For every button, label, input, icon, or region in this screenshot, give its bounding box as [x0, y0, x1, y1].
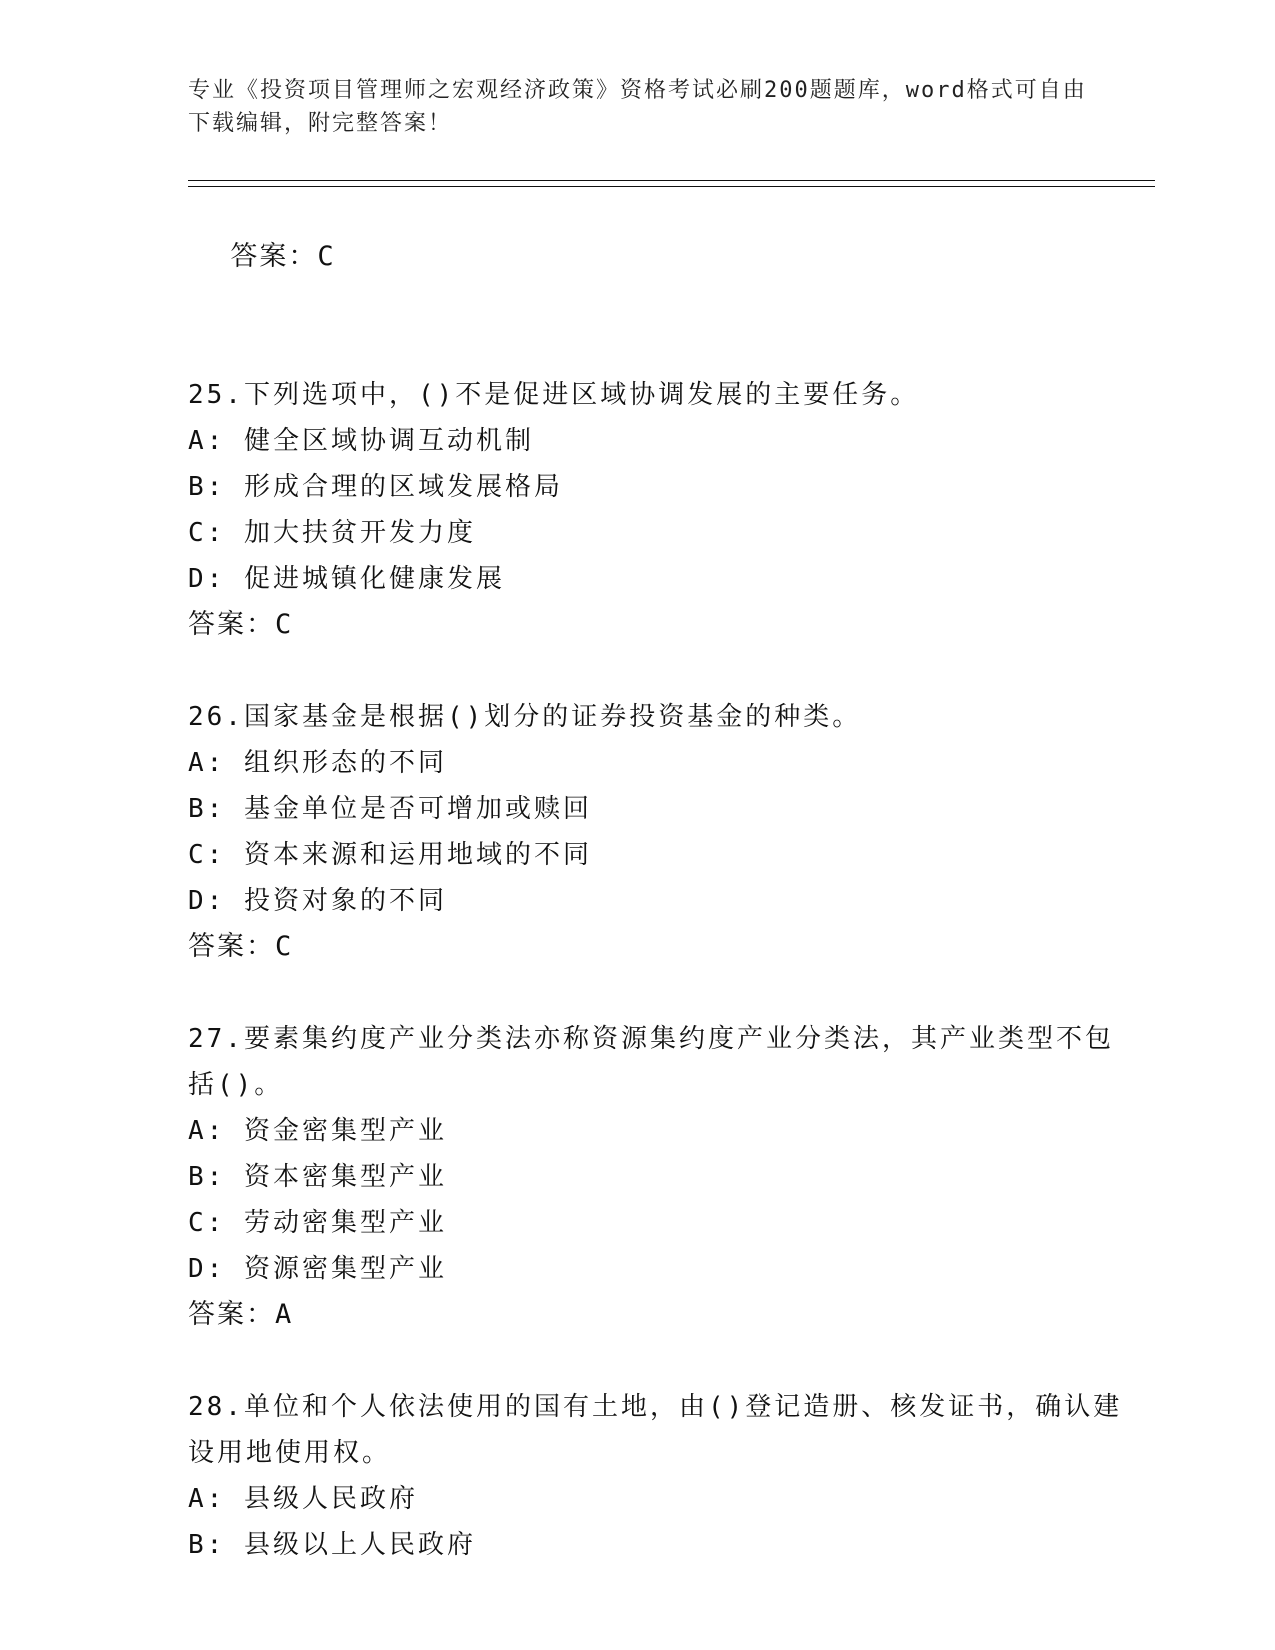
option-text: 县级以上人民政府: [243, 1530, 476, 1560]
question-27: [188, 1016, 1128, 1338]
question-text: [188, 372, 1128, 418]
option-b: [188, 1522, 1128, 1568]
option-text: 资本来源和运用地域的不同: [243, 840, 592, 870]
question-26: [188, 694, 1128, 970]
option-key: B:: [188, 1530, 226, 1560]
option-text: 组织形态的不同: [243, 748, 447, 778]
option-key: A:: [188, 426, 226, 456]
answer: [188, 602, 1128, 648]
option-b: [188, 1154, 1128, 1200]
option-text: 基金单位是否可增加或赎回: [243, 794, 592, 824]
option-key: D:: [188, 564, 226, 594]
question-25: [188, 372, 1128, 648]
question-text: [188, 1016, 1128, 1108]
question-number: 27.: [188, 1024, 244, 1054]
spacer: [188, 648, 1128, 694]
answer: [188, 1292, 1128, 1338]
answer-value: C: [275, 609, 294, 640]
question-stem: 要素集约度产业分类法亦称资源集约度产业分类法，其产业类型不包括()。: [188, 1024, 1114, 1100]
option-text: 投资对象的不同: [243, 886, 447, 916]
option-b: [188, 464, 1128, 510]
header-rule: [188, 180, 1155, 187]
option-key: B:: [188, 472, 226, 502]
option-key: C:: [188, 1208, 226, 1238]
answer-label: 答案：: [188, 931, 275, 962]
option-a: [188, 418, 1128, 464]
option-a: [188, 740, 1128, 786]
option-b: [188, 786, 1128, 832]
answer-value: A: [275, 1299, 294, 1330]
option-text: 劳动密集型产业: [243, 1208, 447, 1238]
question-stem: 国家基金是根据()划分的证券投资基金的种类。: [243, 702, 862, 732]
option-text: 加大扶贫开发力度: [243, 518, 476, 548]
page-header: [188, 74, 1088, 140]
answer-value: C: [275, 931, 294, 962]
header-text: 专业《投资项目管理师之宏观经济政策》资格考试必刷200题题库，word格式可自由下载编辑，附完整答案！: [188, 78, 1087, 136]
question-number: 26.: [188, 702, 244, 732]
option-c: [188, 832, 1128, 878]
option-a: [188, 1108, 1128, 1154]
question-number: 25.: [188, 380, 244, 410]
option-a: [188, 1476, 1128, 1522]
option-key: C:: [188, 518, 226, 548]
option-key: A:: [188, 748, 226, 778]
option-key: C:: [188, 840, 226, 870]
option-key: D:: [188, 886, 226, 916]
option-text: 资金密集型产业: [243, 1116, 447, 1146]
question-text: [188, 1384, 1128, 1476]
question-28: [188, 1384, 1128, 1568]
option-text: 资本密集型产业: [243, 1162, 447, 1192]
spacer: [188, 326, 1128, 372]
question-number: 28.: [188, 1392, 244, 1422]
answer-label: 答案：: [230, 241, 318, 272]
option-text: 县级人民政府: [243, 1484, 418, 1514]
question-stem: 下列选项中，()不是促进区域协调发展的主要任务。: [243, 380, 920, 410]
option-d: [188, 1246, 1128, 1292]
answer-label: 答案：: [188, 1299, 275, 1330]
answer: [188, 924, 1128, 970]
option-text: 健全区域协调互动机制: [243, 426, 534, 456]
option-key: A:: [188, 1484, 226, 1514]
option-text: 形成合理的区域发展格局: [243, 472, 563, 502]
option-text: 促进城镇化健康发展: [243, 564, 505, 594]
leading-answer: [188, 188, 1128, 326]
document-body: [188, 188, 1128, 1568]
option-c: [188, 1200, 1128, 1246]
answer-value: C: [317, 241, 336, 272]
question-stem: 单位和个人依法使用的国有土地，由()登记造册、核发证书，确认建设用地使用权。: [188, 1392, 1123, 1468]
option-d: [188, 878, 1128, 924]
question-text: [188, 694, 1128, 740]
answer-label: 答案：: [188, 609, 275, 640]
spacer: [188, 970, 1128, 1016]
option-c: [188, 510, 1128, 556]
option-key: D:: [188, 1254, 226, 1284]
option-key: B:: [188, 1162, 226, 1192]
option-key: B:: [188, 794, 226, 824]
spacer: [188, 1338, 1128, 1384]
option-key: A:: [188, 1116, 226, 1146]
option-d: [188, 556, 1128, 602]
option-text: 资源密集型产业: [243, 1254, 447, 1284]
